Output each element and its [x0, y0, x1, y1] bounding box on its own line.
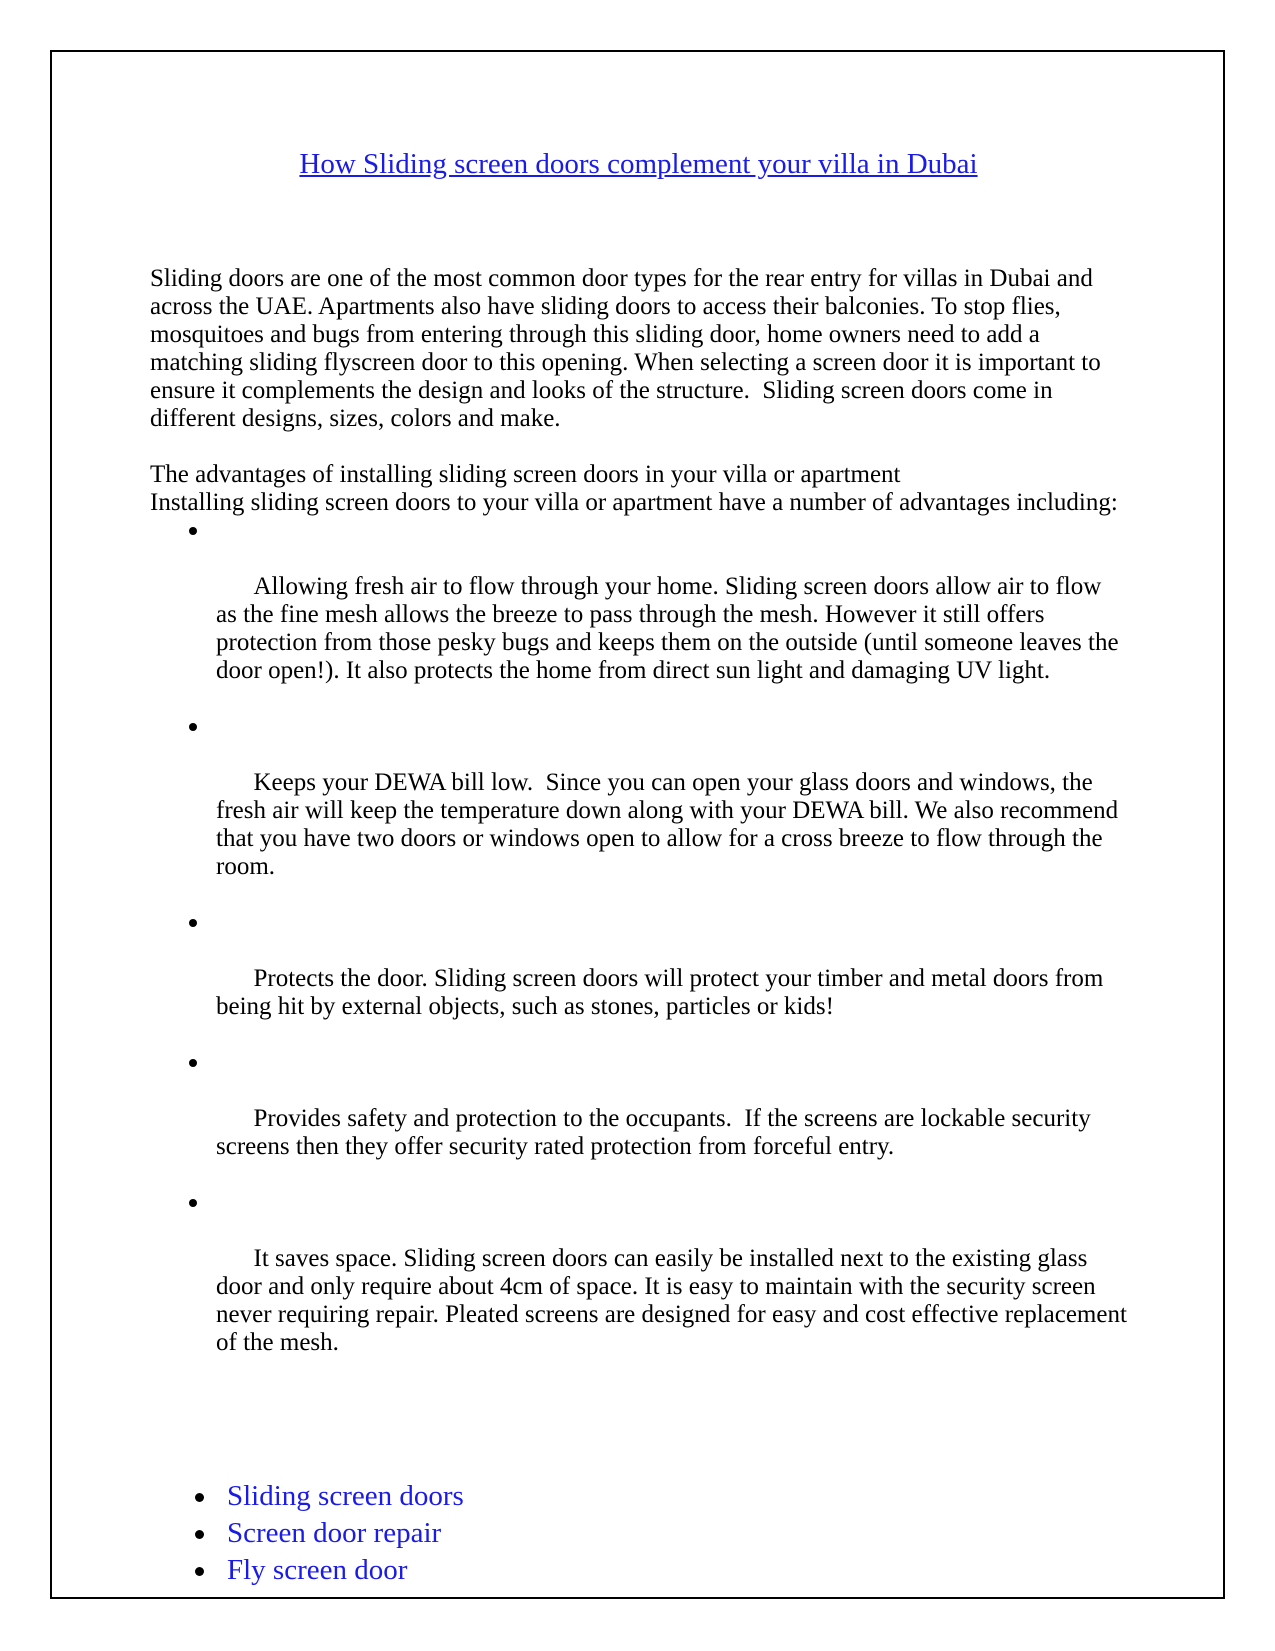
- advantage-text: Provides safety and protection to the occupants. If the screens are lockable security screens then they offer security rated protection from forceful entry.: [216, 1105, 1097, 1160]
- advantage-text: Protects the door. Sliding screen doors will protect your timber and metal doors from being hit by external objects, such as stones, particles or kids!: [216, 965, 1110, 1020]
- link-screen-door-repair[interactable]: Screen door repair: [227, 1517, 442, 1549]
- document-title-link[interactable]: How Sliding screen doors complement your villa in Dubai: [299, 148, 978, 180]
- link-item: [150, 1552, 1127, 1589]
- related-links-list: [150, 1478, 1127, 1589]
- bullet-icon: [189, 723, 197, 731]
- advantages-list: [150, 517, 1134, 1385]
- bullet-icon: [195, 1567, 204, 1576]
- advantage-text: Allowing fresh air to flow through your home. Sliding screen doors allow air to flow as the fine mesh allows the breeze to pass through the mesh. However it still offers protection from those pesky bugs and keeps them on the outside (until someone leaves the door open!). It also protects the home from direct sun light and damaging UV light.: [216, 573, 1125, 684]
- advantage-item: [150, 713, 1127, 909]
- bullet-icon: [195, 1530, 204, 1539]
- document-content: [150, 148, 1134, 1589]
- intro-paragraph: Sliding doors are one of the most common door types for the rear entry for villas in Dubai and across the UAE. Apartments also have sliding doors to access their balconies. To stop flies, mosquitoes and bugs from entering through this sliding door, home owners need to add a matching sliding flyscreen door to this opening. When selecting a screen door it is important to ensure it complements the design and looks of the structure. Sliding screen doors come in different designs, sizes, colors and make.: [150, 265, 1107, 432]
- bullet-icon: [189, 527, 197, 535]
- advantages-intro: Installing sliding screen doors to your villa or apartment have a number of advantages including:: [150, 489, 1118, 516]
- advantage-item: [150, 517, 1127, 713]
- advantage-item: [150, 909, 1127, 1049]
- link-item: [150, 1478, 1127, 1515]
- bullet-icon: [189, 1199, 197, 1207]
- bullet-icon: [189, 1059, 197, 1067]
- link-sliding-screen-doors[interactable]: Sliding screen doors: [227, 1480, 464, 1512]
- bullet-icon: [195, 1493, 204, 1502]
- advantage-text: Keeps your DEWA bill low. Since you can open your glass doors and windows, the fresh air will keep the temperature down along with your DEWA bill. We also recommend that you have two doors or windows open to allow for a cross breeze to flow through the room.: [216, 769, 1125, 880]
- bullet-icon: [189, 919, 197, 927]
- advantage-item: [150, 1189, 1134, 1385]
- link-item: [150, 1515, 1127, 1552]
- link-fly-screen-door[interactable]: Fly screen door: [227, 1554, 408, 1586]
- advantage-text: It saves space. Sliding screen doors can easily be installed next to the existing glass door and only require about 4cm of space. It is easy to maintain with the security screen never requiring repair. Pleated screens are designed for easy and cost effective replacement of the mesh.: [216, 1245, 1134, 1356]
- advantages-heading: The advantages of installing sliding screen doors in your villa or apartment: [150, 461, 901, 488]
- advantage-item: [150, 1049, 1127, 1189]
